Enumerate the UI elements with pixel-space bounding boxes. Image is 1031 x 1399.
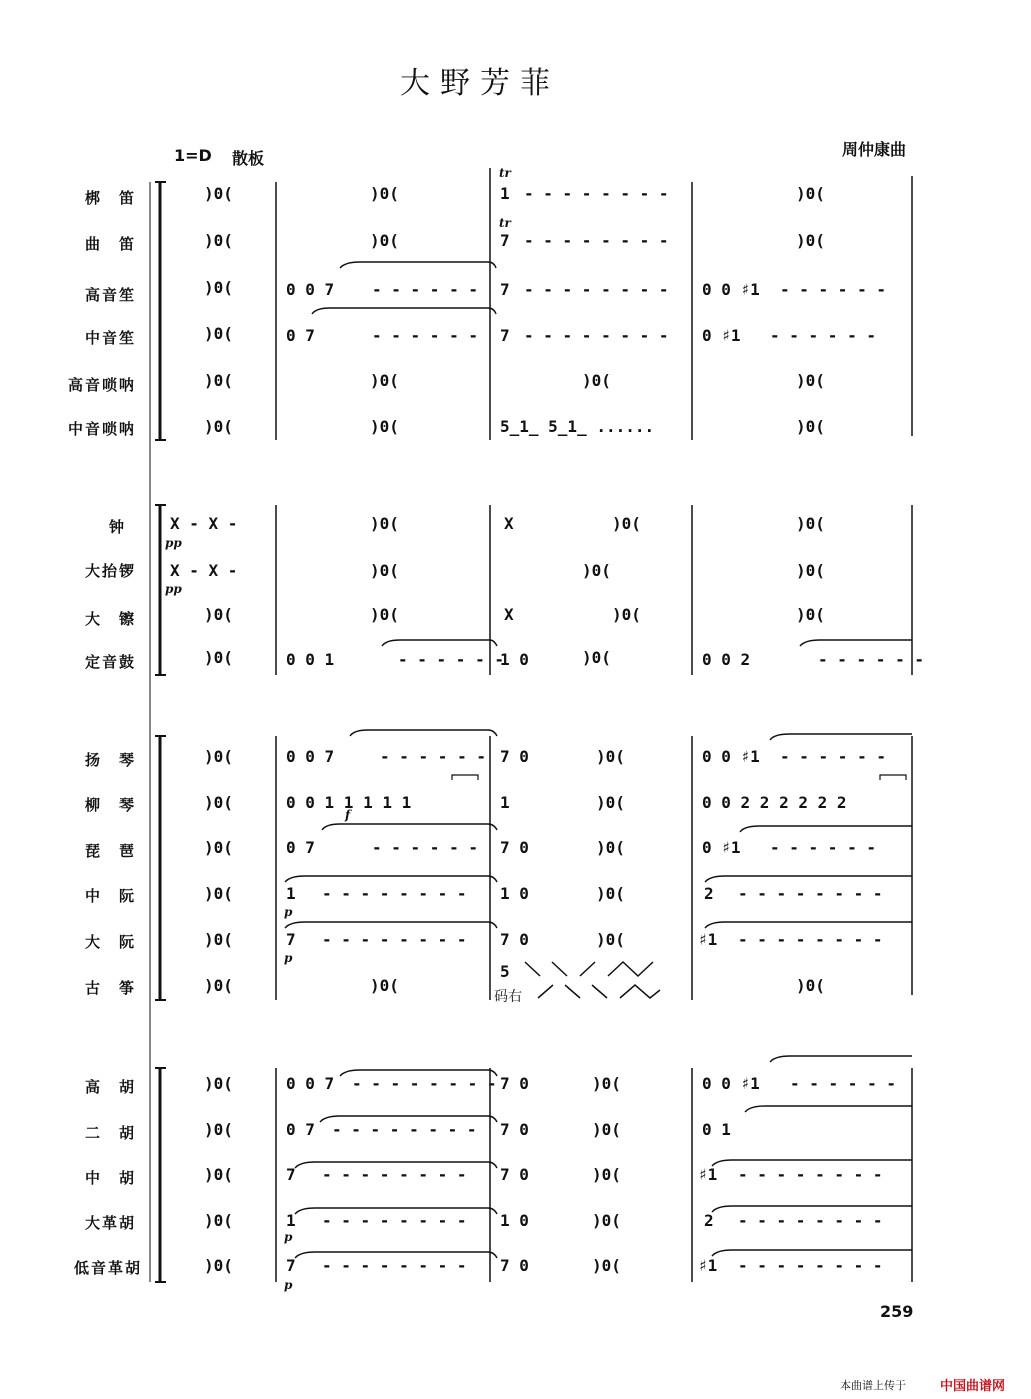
- dynamic-mark: pp: [165, 536, 182, 550]
- fermata-rest: )0(: [204, 930, 233, 949]
- instrument-label: 曲 笛: [84, 235, 136, 253]
- instrument-label: 高音笙: [84, 286, 136, 304]
- fermata-rest: )0(: [796, 231, 825, 250]
- dashes: - - - - - - - -: [322, 930, 467, 949]
- instrument-label: 大抬锣: [84, 562, 136, 580]
- dashes: - - - - - -: [818, 650, 924, 669]
- note-cell: 0 0 7: [286, 747, 335, 766]
- fermata-rest: )0(: [204, 1211, 233, 1230]
- fermata-rest: )0(: [612, 514, 641, 533]
- dashes: - - - - - -: [780, 280, 886, 299]
- trill-mark: tr: [499, 166, 511, 180]
- note-cell: 0 1: [702, 1120, 731, 1139]
- dashes: - - - - - - - -: [524, 231, 669, 250]
- fermata-rest: )0(: [370, 184, 399, 203]
- dashes: - - - - - - - -: [738, 1256, 883, 1275]
- fermata-rest: )0(: [596, 793, 625, 812]
- fermata-rest: )0(: [796, 417, 825, 436]
- fermata-rest: )0(: [582, 561, 611, 580]
- instrument-label: 低音革胡: [73, 1259, 142, 1277]
- note-cell: 1: [286, 1211, 296, 1230]
- fermata-rest: )0(: [370, 417, 399, 436]
- fermata-rest: )0(: [796, 184, 825, 203]
- dashes: - - - - - - - -: [322, 1256, 467, 1275]
- dashes: - - - - - - - -: [524, 280, 669, 299]
- instrument-label: 中 胡: [84, 1169, 136, 1187]
- dashes: - - - - - - - -: [352, 1074, 497, 1093]
- fermata-rest: )0(: [370, 514, 399, 533]
- dashes: - - - - - - - -: [332, 1120, 477, 1139]
- note-cell: 0 ♯1: [702, 326, 741, 345]
- fermata-rest: )0(: [592, 1256, 621, 1275]
- dashes: - - - - - - - -: [738, 1211, 883, 1230]
- fermata-rest: )0(: [592, 1211, 621, 1230]
- note-cell: X: [504, 514, 514, 533]
- instrument-label: 柳 琴: [84, 796, 136, 814]
- note-cell: 7: [286, 1165, 296, 1184]
- page-title: 大野芳菲: [400, 66, 560, 101]
- note-cell: 7 0: [500, 1074, 529, 1093]
- fermata-rest: )0(: [204, 371, 233, 390]
- note-cell: 7 0: [500, 838, 529, 857]
- fermata-rest: )0(: [370, 561, 399, 580]
- fermata-rest: )0(: [592, 1120, 621, 1139]
- fermata-rest: )0(: [204, 793, 233, 812]
- note-cell: 0 0 7: [286, 1074, 335, 1093]
- fermata-rest: )0(: [582, 648, 611, 667]
- note-cell: 7 0: [500, 930, 529, 949]
- note-cell: 0 7: [286, 1120, 315, 1139]
- dynamic-mark: p: [284, 1230, 293, 1244]
- note-cell: 1: [500, 184, 510, 203]
- note-cell: 1 0: [500, 650, 529, 669]
- note-cell: ♯1: [698, 1256, 718, 1275]
- dashes: - - - - - -: [398, 650, 504, 669]
- instrument-label: 大 镲: [84, 610, 136, 628]
- dynamic-mark: p: [284, 905, 293, 919]
- fermata-rest: )0(: [204, 231, 233, 250]
- fermata-rest: )0(: [796, 976, 825, 995]
- note-cell: 7 0: [500, 1256, 529, 1275]
- fermata-rest: )0(: [370, 371, 399, 390]
- note-cell: 7: [286, 930, 296, 949]
- instrument-label: 二 胡: [84, 1124, 136, 1142]
- dynamic-mark: pp: [165, 582, 182, 596]
- note-cell: 0 0 7: [286, 280, 335, 299]
- dashes: - - - - - - - -: [524, 326, 669, 345]
- fermata-rest: )0(: [796, 605, 825, 624]
- note-cell: 1: [500, 793, 510, 812]
- dashes: - - - - - -: [780, 747, 886, 766]
- trill-mark: tr: [499, 216, 511, 230]
- fermata-rest: )0(: [796, 514, 825, 533]
- note-cell: 7 0: [500, 1120, 529, 1139]
- footer-text: 本曲谱上传于: [840, 1379, 906, 1392]
- note-cell: 5̲1̲ 5̲1̲ ......: [500, 417, 655, 436]
- instrument-label: 定音鼓: [84, 653, 136, 671]
- fermata-rest: )0(: [582, 371, 611, 390]
- note-cell: 0 0 ♯1: [702, 280, 760, 299]
- fermata-rest: )0(: [204, 648, 233, 667]
- instrument-label: 高 胡: [84, 1078, 136, 1096]
- footer-logo: 中国曲谱网: [940, 1379, 1006, 1394]
- dashes: - - - - - - - -: [524, 184, 669, 203]
- instrument-label: 钟: [108, 518, 126, 536]
- note-cell: X - X -: [170, 561, 238, 580]
- fermata-rest: )0(: [204, 605, 233, 624]
- dashes: - - - - - - - -: [738, 930, 883, 949]
- instrument-label: 梆 笛: [84, 189, 136, 207]
- dashes: - - - - - - - -: [322, 884, 467, 903]
- fermata-rest: )0(: [204, 1074, 233, 1093]
- fermata-rest: )0(: [596, 747, 625, 766]
- dynamic-mark: f: [345, 808, 351, 822]
- fermata-rest: )0(: [796, 561, 825, 580]
- dashes: - - - - - - - -: [738, 1165, 883, 1184]
- fermata-rest: )0(: [370, 976, 399, 995]
- fermata-rest: )0(: [592, 1165, 621, 1184]
- fermata-rest: )0(: [204, 324, 233, 343]
- note-cell: 2: [704, 884, 714, 903]
- note-cell: 0 0 ♯1: [702, 1074, 760, 1093]
- fermata-rest: )0(: [370, 231, 399, 250]
- note-cell: 0 0 2 2 2 2 2 2: [702, 793, 847, 812]
- fermata-rest: )0(: [370, 605, 399, 624]
- dashes: - - - - - -: [770, 326, 876, 345]
- instrument-label: 大 阮: [84, 933, 136, 951]
- note-cell: ♯1: [698, 930, 718, 949]
- note-cell: ♯1: [698, 1165, 718, 1184]
- note-cell: 0 0 2: [702, 650, 751, 669]
- fermata-rest: )0(: [204, 278, 233, 297]
- note-cell: 1 0: [500, 884, 529, 903]
- fermata-rest: )0(: [204, 838, 233, 857]
- note-cell: 0 7: [286, 326, 315, 345]
- note-cell: 0 7: [286, 838, 315, 857]
- instrument-label: 中音笙: [84, 329, 136, 347]
- dashes: - - - - - -: [790, 1074, 896, 1093]
- fermata-rest: )0(: [204, 884, 233, 903]
- fermata-rest: )0(: [204, 1256, 233, 1275]
- fermata-rest: )0(: [596, 930, 625, 949]
- instrument-label: 大革胡: [84, 1214, 136, 1232]
- instrument-label: 中 阮: [84, 887, 136, 905]
- fermata-rest: )0(: [796, 371, 825, 390]
- note-cell: 0 ♯1: [702, 838, 741, 857]
- tempo-marking: 散板: [232, 149, 265, 168]
- fermata-rest: )0(: [592, 1074, 621, 1093]
- dashes: - - - - - -: [380, 747, 486, 766]
- note-cell: 7: [286, 1256, 296, 1275]
- note-cell: 7 0: [500, 1165, 529, 1184]
- dashes: - - - - - -: [372, 326, 478, 345]
- fermata-rest: )0(: [596, 884, 625, 903]
- note-cell: 2: [704, 1211, 714, 1230]
- fermata-rest: )0(: [204, 976, 233, 995]
- note-cell: 7: [500, 326, 510, 345]
- page-number: 259: [880, 1302, 914, 1321]
- note-cell: X - X -: [170, 514, 238, 533]
- note-cell: 1: [286, 884, 296, 903]
- fermata-rest: )0(: [204, 417, 233, 436]
- note-cell: 7: [500, 231, 510, 250]
- instrument-label: 高音唢呐: [67, 376, 136, 394]
- note-cell: 0 0 1 1 1 1 1: [286, 793, 412, 812]
- fermata-rest: )0(: [204, 747, 233, 766]
- fermata-rest: )0(: [204, 1120, 233, 1139]
- dashes: - - - - - - - -: [738, 884, 883, 903]
- note-cell: 0 0 1: [286, 650, 335, 669]
- note-cell: 1 0: [500, 1211, 529, 1230]
- key-signature: 1=D: [174, 146, 212, 165]
- fermata-rest: )0(: [596, 838, 625, 857]
- instrument-label: 中音唢呐: [67, 420, 136, 438]
- dashes: - - - - - -: [372, 838, 478, 857]
- dashes: - - - - - - - -: [322, 1211, 467, 1230]
- note-cell: 5: [500, 962, 510, 981]
- guzheng-technique: 码右: [494, 989, 522, 1005]
- fermata-rest: )0(: [204, 184, 233, 203]
- composer: 周仲康曲: [842, 140, 907, 159]
- note-cell: 7: [500, 280, 510, 299]
- note-cell: X: [504, 605, 514, 624]
- dashes: - - - - - -: [770, 838, 876, 857]
- dashes: - - - - - -: [372, 280, 478, 299]
- instrument-label: 扬 琴: [84, 751, 136, 769]
- fermata-rest: )0(: [612, 605, 641, 624]
- instrument-label: 古 筝: [84, 979, 136, 997]
- dynamic-mark: p: [284, 1278, 293, 1292]
- dashes: - - - - - - - -: [322, 1165, 467, 1184]
- instrument-label: 琵 琶: [84, 842, 136, 860]
- fermata-rest: )0(: [204, 1165, 233, 1184]
- dynamic-mark: p: [284, 951, 293, 965]
- note-cell: 0 0 ♯1: [702, 747, 760, 766]
- note-cell: 7 0: [500, 747, 529, 766]
